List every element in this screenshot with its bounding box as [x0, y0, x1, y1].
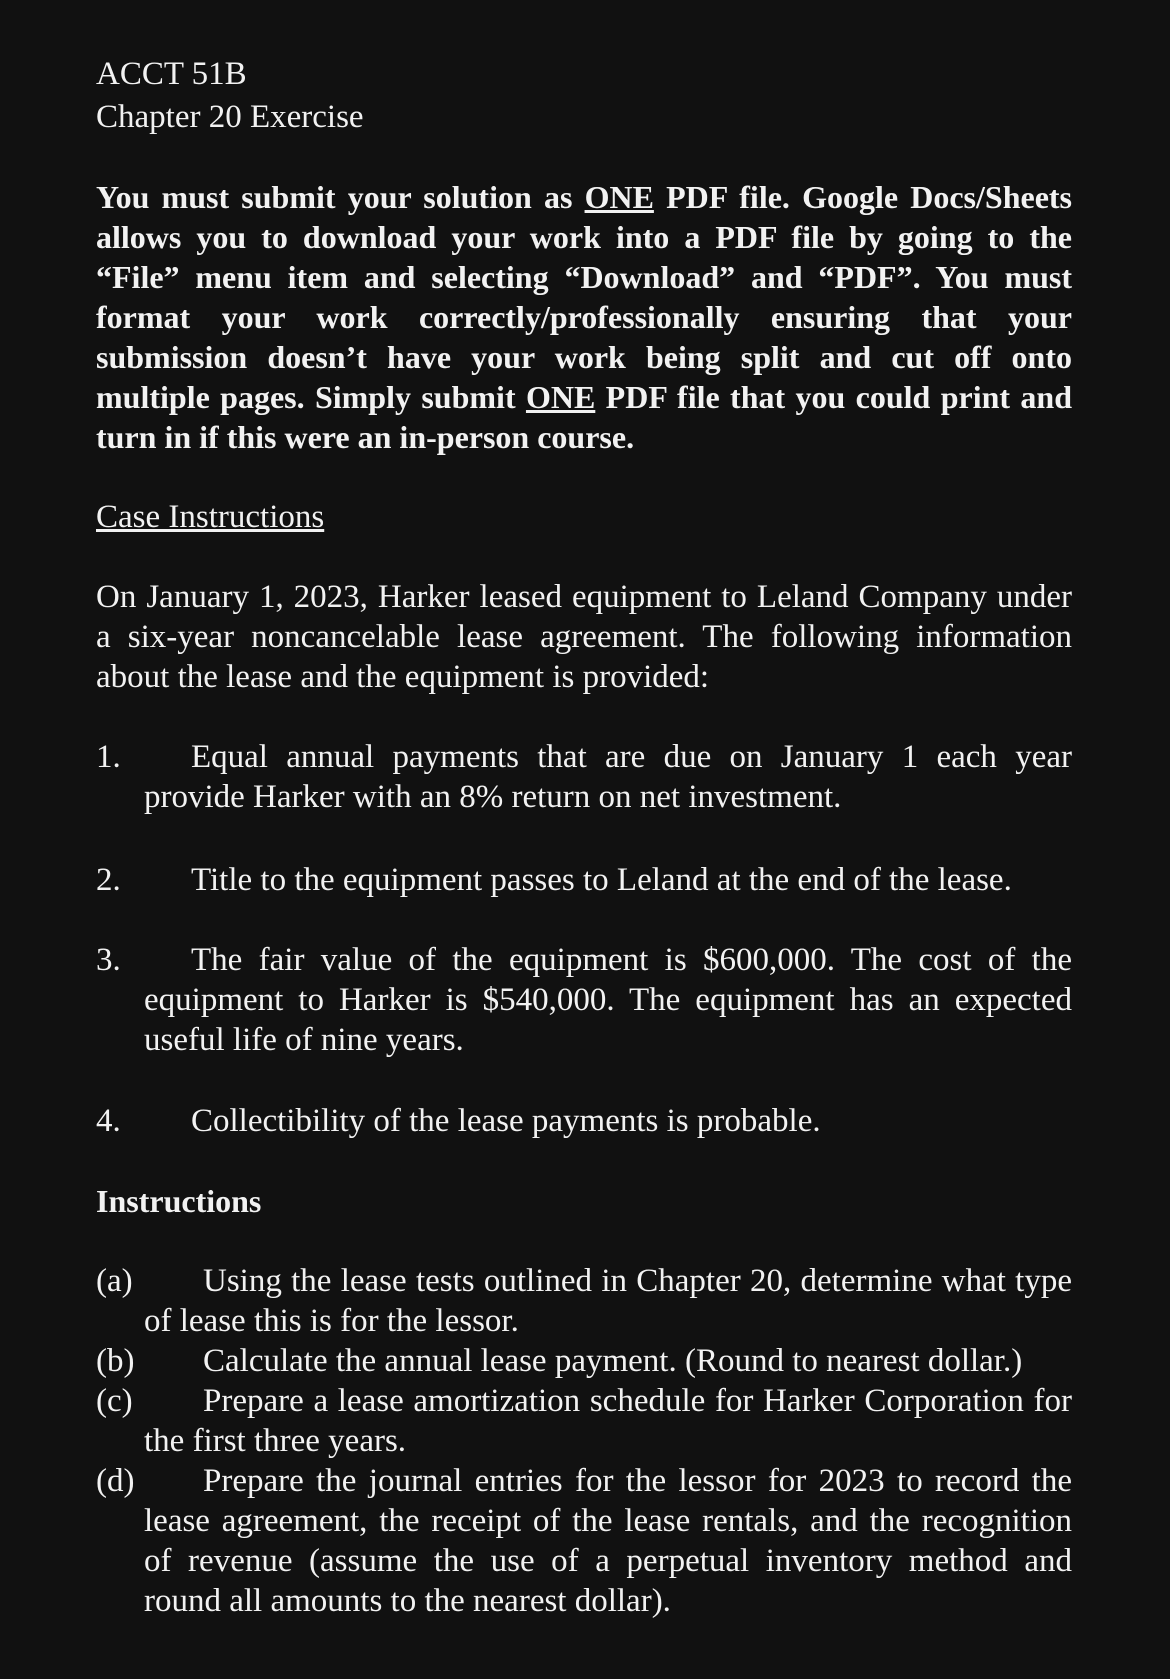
chapter-title: Chapter 20 Exercise	[96, 99, 364, 135]
case-item	[96, 860, 1072, 900]
case-item-text: The fair value of the equipment is $600,000. The cost of the equipment to Harker is $540,000. The equipment has an expected useful life of nine years.	[144, 942, 1072, 1058]
instruction-item	[96, 1341, 1072, 1381]
instruction-item	[96, 1461, 1072, 1621]
case-item-number: 3.	[96, 942, 121, 978]
instruction-item	[96, 1381, 1072, 1461]
instruction-text: Prepare a lease amortization schedule for Harker Corporation for the first three years.	[144, 1383, 1072, 1459]
instruction-text: Calculate the annual lease payment. (Round to nearest dollar.)	[203, 1343, 1023, 1379]
case-item-text: Collectibility of the lease payments is probable.	[191, 1103, 821, 1139]
submission-notice	[96, 177, 1072, 457]
case-item	[96, 737, 1072, 817]
notice-emphasis-one: ONE	[584, 179, 654, 215]
notice-emphasis-one: ONE	[525, 379, 596, 415]
instruction-text: Prepare the journal entries for the lessor for 2023 to record the lease agreement, the receipt of the lease rentals, and the recognition of revenue (assume the use of a perpetual inventory method and round all amounts to the nearest dollar).	[144, 1463, 1072, 1619]
instruction-letter: (d)	[96, 1463, 135, 1499]
instructions-heading: Instructions	[96, 1183, 262, 1219]
case-instructions-heading: Case Instructions	[96, 499, 325, 535]
notice-text-1: You must submit your solution as	[96, 179, 585, 215]
case-item	[96, 940, 1072, 1060]
case-item-number: 1.	[96, 739, 121, 775]
case-item-text: Title to the equipment passes to Leland at the end of the lease.	[191, 862, 1012, 898]
notice-text-3: PDF file that you could print and turn in if this were an in-person course.	[96, 379, 1072, 455]
instruction-letter: (c)	[96, 1383, 133, 1419]
case-item	[96, 1101, 1072, 1141]
case-item-number: 2.	[96, 862, 121, 898]
course-title: ACCT 51B	[96, 56, 247, 92]
case-item-text: Equal annual payments that are due on January 1 each year provide Harker with an 8% return on net investment.	[144, 739, 1072, 815]
instruction-letter: (b)	[96, 1343, 135, 1379]
notice-text-2: PDF file. Google Docs/Sheets allows you to download your work into a PDF file by going to the “File” menu item and selecting “Download” and “PDF”. You must format your work correctly/professionally ensuring that your submission doesn’t have your work being split and cut off onto multiple pages. Simply submit	[96, 179, 1072, 415]
instruction-text: Using the lease tests outlined in Chapter 20, determine what type of lease this is for the lessor.	[144, 1263, 1072, 1339]
instruction-letter: (a)	[96, 1263, 133, 1299]
case-intro-paragraph: On January 1, 2023, Harker leased equipment to Leland Company under a six-year noncancelable lease agreement. The following information about the lease and the equipment is provided:	[96, 579, 1072, 695]
case-item-number: 4.	[96, 1103, 121, 1139]
instruction-item	[96, 1261, 1072, 1341]
